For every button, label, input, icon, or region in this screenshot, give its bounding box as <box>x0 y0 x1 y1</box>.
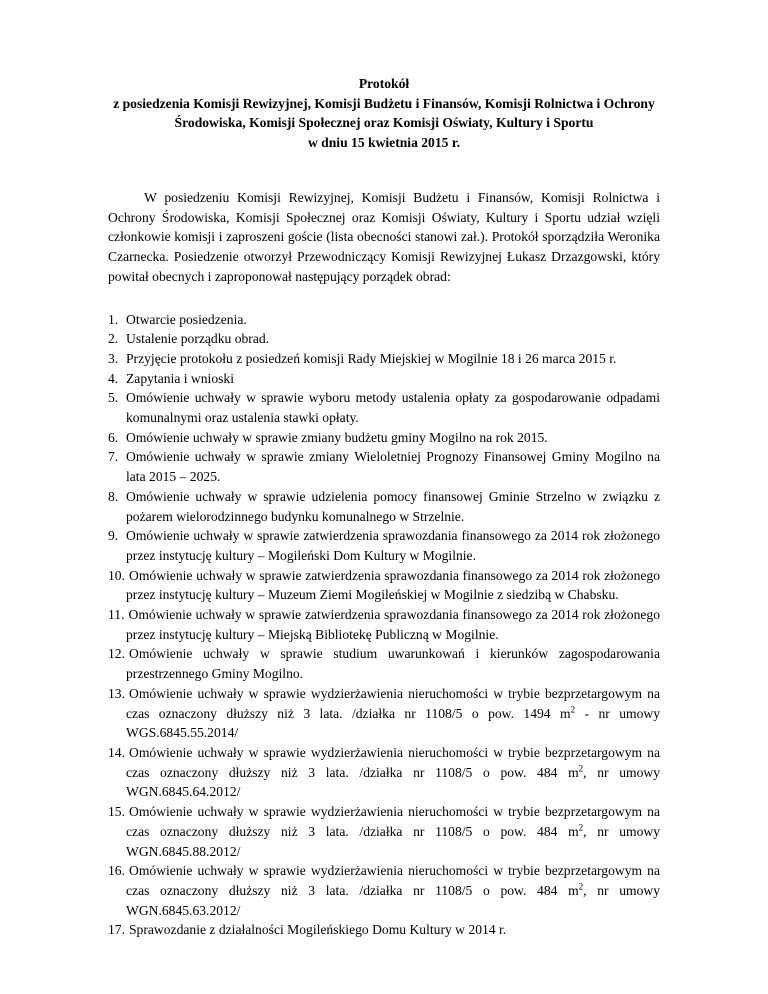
agenda-item-text: Omówienie uchwały w sprawie wydzierżawienia nieruchomości w trybie bezprzetargowym na czas oznaczony dłuższy niż 3 lata. /działka nr 1108/5 o pow. 484 m <box>126 863 660 898</box>
agenda-item <box>108 684 660 743</box>
agenda-item-number: 4. <box>108 370 119 386</box>
agenda-item <box>108 310 660 330</box>
agenda-item-text: Omówienie uchwały w sprawie wyboru metody ustalenia opłaty za gospodarowanie odpadami komunalnymi oraz ustalenia stawki opłaty. <box>126 390 660 426</box>
title-line: Protokół <box>358 76 410 91</box>
agenda-item <box>108 526 660 565</box>
agenda-item-number: 15. <box>108 804 125 820</box>
agenda-item-text: Omówienie uchwały w sprawie zatwierdzenia sprawozdania finansowego za 2014 rok złożonego przez instytucję kultury – Muzeum Ziemi Mogileńskiej w Mogilnie z siedzibą w Chabsku. <box>126 567 660 603</box>
agenda-item-text: Omówienie uchwały w sprawie zatwierdzenia sprawozdania finansowego za 2014 rok złożonego przez instytucję kultury – Mogileński Dom Kultury w Mogilnie. <box>126 528 660 563</box>
agenda-item-number: 8. <box>108 488 119 504</box>
agenda-list <box>108 310 660 941</box>
agenda-item-text-tail: , nr umowy WGN.6845.64.2012/ <box>126 764 660 800</box>
agenda-item <box>108 920 660 940</box>
title-line: Środowiska, Komisji Społecznej oraz Komisji Oświaty, Kultury i Sportu <box>174 115 594 130</box>
agenda-item <box>108 487 660 526</box>
agenda-item <box>108 447 660 486</box>
agenda-item-number: 17. <box>108 922 125 938</box>
agenda-item-number: 7. <box>108 449 119 465</box>
agenda-item-text: Omówienie uchwały w sprawie wydzierżawienia nieruchomości w trybie bezprzetargowym na czas oznaczony dłuższy niż 3 lata. /działka nr 1108/5 o pow. 1494 m <box>126 685 660 721</box>
agenda-item <box>108 428 660 448</box>
agenda-item-text: Ustalenie porządku obrad. <box>126 331 270 347</box>
agenda-item-text: Omówienie uchwały w sprawie wydzierżawienia nieruchomości w trybie bezprzetargowym na czas oznaczony dłuższy niż 3 lata. /działka nr 1108/5 o pow. 484 m <box>126 804 660 839</box>
agenda-item-number: 16. <box>108 863 125 879</box>
agenda-item <box>108 369 660 389</box>
agenda-item-number: 14. <box>108 744 125 760</box>
agenda-item <box>108 605 660 644</box>
superscript: 2 <box>578 881 584 892</box>
agenda-item-text-tail: , nr umowy WGN.6845.88.2012/ <box>126 823 660 859</box>
intro-paragraph: W posiedzeniu Komisji Rewizyjnej, Komisji Budżetu i Finansów, Komisji Rolnictwa i Ochrony Środowiska, Komisji Społecznej oraz Komisji Oświaty, Kultury i Sportu udział wzięli członkowie komisji i zaproszeni goście (lista obecności stanowi zał.). Protokół sporządziła Weronika Czarnecka. Posiedzenie otworzył Przewodniczący Komisji Rewizyjnej Łukasz Drzazgowski, który powitał obecnych i zaproponował następujący porządek obrad: <box>108 190 660 284</box>
title-line: z posiedzenia Komisji Rewizyjnej, Komisji Budżetu i Finansów, Komisji Rolnictwa i Ochrony <box>113 95 655 111</box>
agenda-item-number: 12. <box>108 646 125 662</box>
agenda-item-text-tail: - nr umowy WGS.6845.55.2014/ <box>126 705 661 741</box>
agenda-item <box>108 861 660 920</box>
agenda-item-text: Omówienie uchwały w sprawie zmiany Wieloletniej Prognozy Finansowej Gminy Mogilno na lata 2015 – 2025. <box>126 449 660 485</box>
agenda-item-text: Omówienie uchwały w sprawie zatwierdzenia sprawozdania finansowego za 2014 rok złożonego przez instytucję kultury – Miejską Bibliotekę Publiczną w Mogilnie. <box>126 607 660 642</box>
agenda-item-number: 11. <box>108 607 125 623</box>
agenda-item-text: Sprawozdanie z działalności Mogileńskiego Domu Kultury w 2014 r. <box>129 922 507 938</box>
agenda-item <box>108 388 660 427</box>
agenda-item-text: Omówienie uchwały w sprawie wydzierżawienia nieruchomości w trybie bezprzetargowym na czas oznaczony dłuższy niż 3 lata. /działka nr 1108/5 o pow. 484 m <box>126 744 660 780</box>
superscript: 2 <box>570 704 576 715</box>
agenda-item-text-tail: , nr umowy WGN.6845.63.2012/ <box>126 882 660 918</box>
agenda-item <box>108 566 660 605</box>
agenda-item <box>108 349 660 369</box>
agenda-item <box>108 802 660 861</box>
agenda-item-number: 10. <box>108 567 125 583</box>
agenda-item-text: Zapytania i wnioski <box>126 370 234 386</box>
agenda-item <box>108 644 660 683</box>
agenda-item-number: 1. <box>108 311 119 327</box>
agenda-item-number: 6. <box>108 429 119 445</box>
agenda-item-number: 5. <box>108 390 119 406</box>
agenda-item-number: 2. <box>108 331 119 347</box>
agenda-item-text: Otwarcie posiedzenia. <box>126 311 247 327</box>
agenda-item-number: 13. <box>108 685 125 701</box>
superscript: 2 <box>578 763 584 774</box>
superscript: 2 <box>578 822 584 833</box>
agenda-item-number: 9. <box>108 528 119 544</box>
document-title <box>108 74 660 152</box>
agenda-item-number: 3. <box>108 350 119 366</box>
agenda-item-text: Omówienie uchwały w sprawie udzielenia pomocy finansowej Gminie Strzelno w związku z pożarem wielorodzinnego budynku komunalnego w Strzelnie. <box>126 488 660 524</box>
agenda-item-text: Omówienie uchwały w sprawie studium uwarunkowań i kierunków zagospodarowania przestrzennego Gminy Mogilno. <box>126 646 660 682</box>
agenda-item <box>108 329 660 349</box>
agenda-item-text: Omówienie uchwały w sprawie zmiany budżetu gminy Mogilno na rok 2015. <box>126 429 548 445</box>
agenda-item-text: Przyjęcie protokołu z posiedzeń komisji Rady Miejskiej w Mogilnie 18 i 26 marca 2015 r. <box>126 350 617 366</box>
agenda-item <box>108 743 660 802</box>
title-line: w dniu 15 kwietnia 2015 r. <box>307 134 461 150</box>
